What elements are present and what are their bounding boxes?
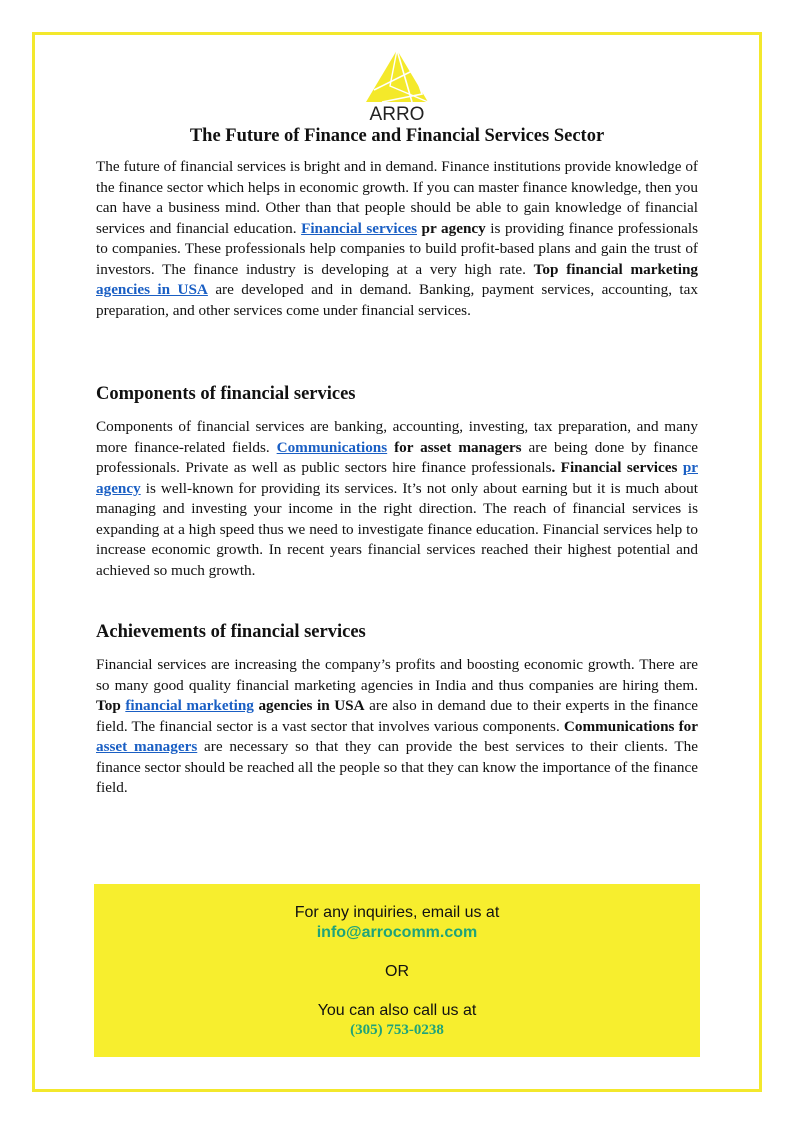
inline-link[interactable]: asset managers [96, 738, 198, 755]
bold-text: for asset managers [387, 438, 522, 456]
or-separator: OR [385, 963, 409, 980]
body-text: is well-known for providing its services. It’s not only about earning but it is much about managing and investing your income in the right direction. The reach of financial services is expanding at a high speed thus we need to investigate finance education. Financial services help to increase economic growth. In recent years financial services reached their highest potential and achieved so much growth. [96, 479, 698, 579]
email-link[interactable]: info@arrocomm.com [316, 924, 478, 941]
body-text: are also in demand due to their experts in the finance field. The financial sector is a vast sector that involves various components. [96, 697, 698, 735]
page-title: The Future of Finance and Financial Services Sector [189, 126, 605, 146]
inline-link[interactable]: Communications [276, 438, 388, 456]
body-text: are necessary so that they can provide the best services to their clients. The finance sector should be reached all the people so that they can know the importance of the finance field. [96, 738, 698, 796]
email-prompt: For any inquiries, email us at [294, 904, 500, 921]
body-text: are being done by finance professionals. Private as well as public sectors hire finance professionals [96, 438, 698, 476]
bold-text: Top [96, 697, 126, 714]
bold-text: pr agency [416, 219, 486, 237]
logo-text: ARRO [369, 104, 425, 125]
triangle-logo-icon [362, 48, 432, 104]
inline-link[interactable]: pr agency [96, 459, 698, 497]
body-text: The future of financial services is bright and in demand. Finance institutions provide knowledge of the finance sector which helps in economic growth. If you can master finance knowledge, then you can have a business mind. Other than that people should be able to gain knowledge of financial services and financial education. [96, 158, 698, 237]
achievements-paragraph [96, 655, 698, 799]
body-text: is providing finance professionals to companies. These professionals help companies to build profit-based plans and gain the trust of investors. The finance industry is developing at a very high rate. [96, 219, 698, 278]
intro-paragraph [96, 157, 698, 321]
section-heading-components: Components of financial services [96, 384, 356, 404]
bold-text: Communications for [563, 717, 699, 735]
inline-link[interactable]: agencies in USA [96, 281, 208, 298]
components-paragraph [96, 417, 698, 581]
call-prompt: You can also call us at [317, 1002, 477, 1019]
bold-text: . Financial services [551, 459, 683, 476]
body-text: Components of financial services are banking, accounting, investing, tax preparation, and many more finance-related fields. [96, 418, 698, 456]
bold-text: agencies in USA [253, 697, 365, 714]
phone-number[interactable]: (305) 753-0238 [350, 1022, 444, 1038]
body-text: are developed and in demand. Banking, payment services, accounting, tax preparation, and other services come under financial services. [96, 281, 698, 319]
contact-box [94, 884, 700, 1057]
arro-logo [362, 48, 432, 126]
bold-text: Top financial marketing [533, 260, 698, 278]
section-heading-achievements: Achievements of financial services [96, 622, 366, 642]
inline-link[interactable]: Financial services [301, 219, 417, 237]
body-text: Financial services are increasing the company’s profits and boosting economic growth. There are so many good quality financial marketing agencies in India and thus companies are hiring them. [96, 656, 698, 694]
inline-link[interactable]: financial marketing [125, 697, 254, 714]
